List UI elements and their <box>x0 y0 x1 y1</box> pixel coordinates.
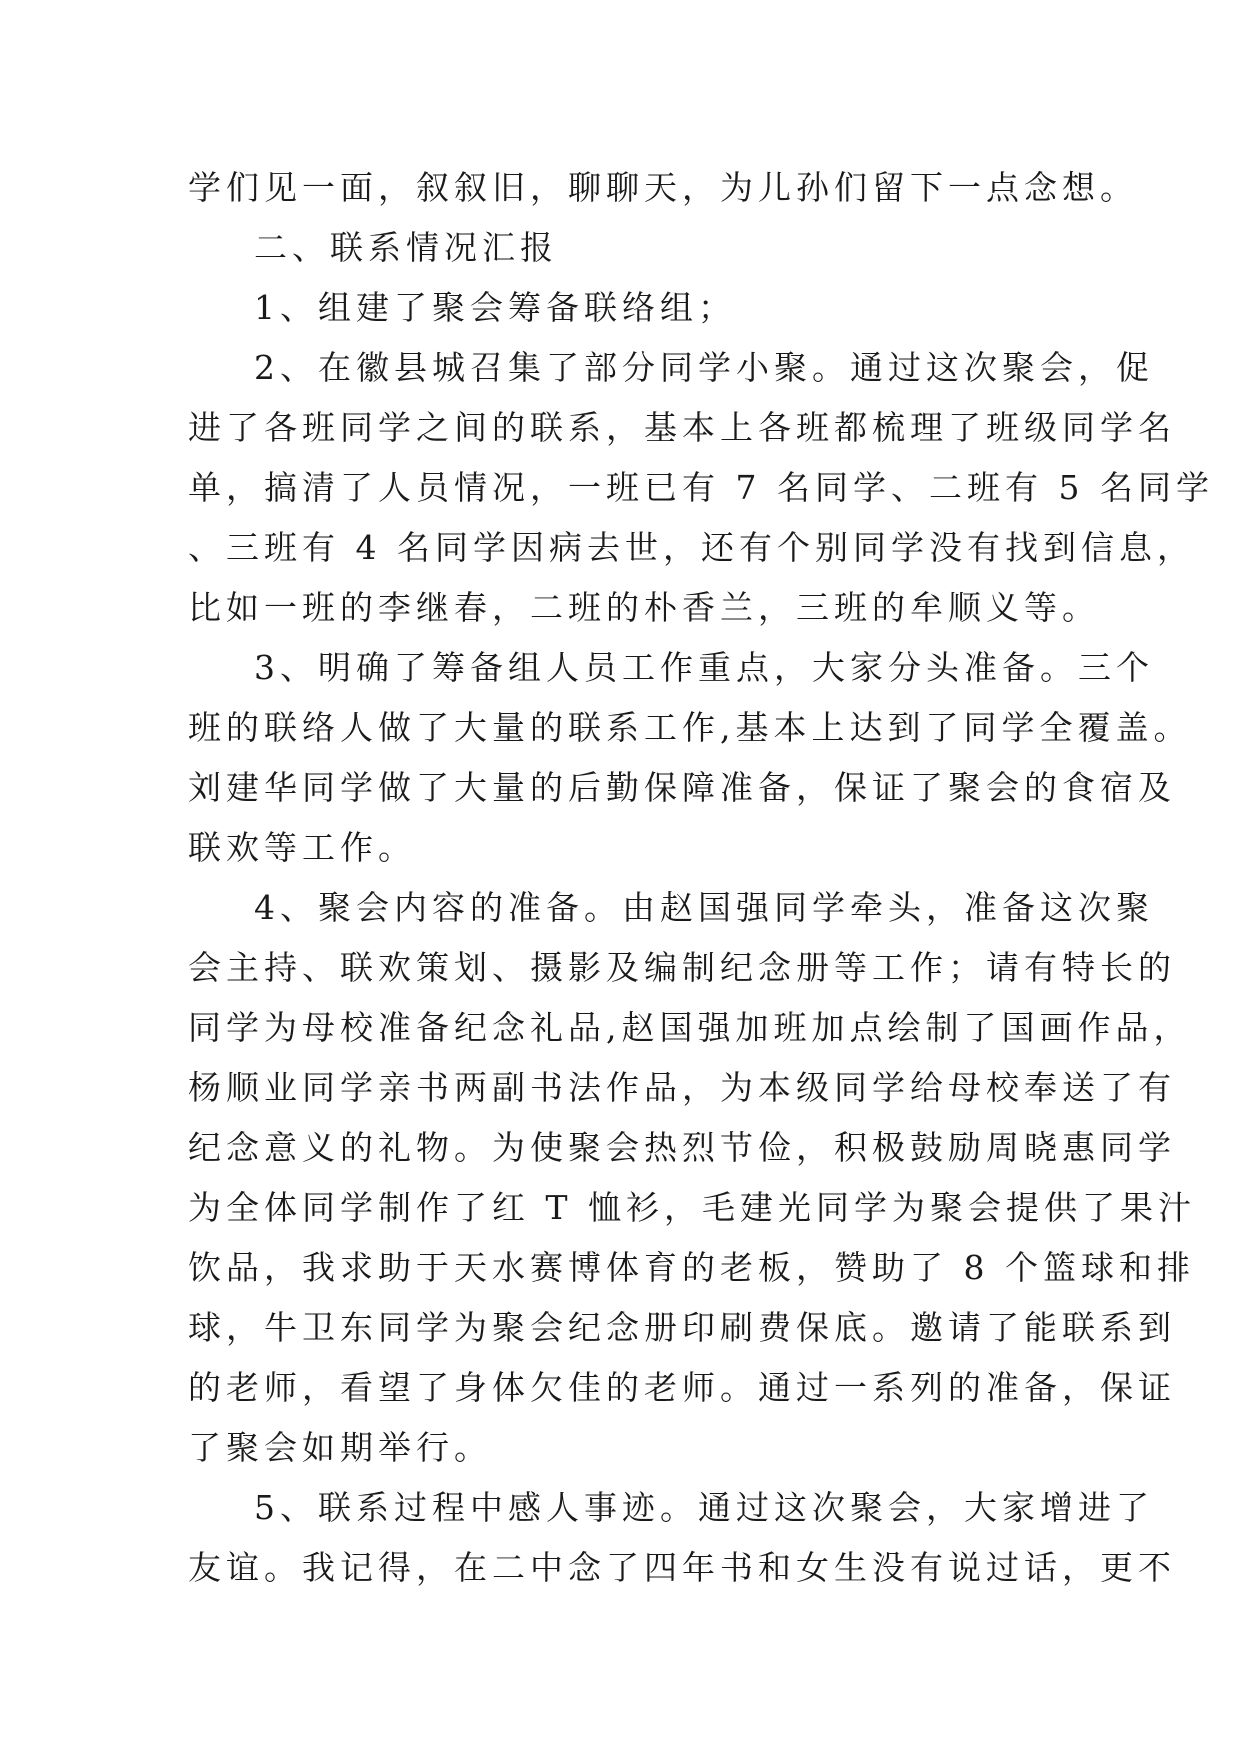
text-line: 2、在徽县城召集了部分同学小聚。通过这次聚会，促 <box>254 348 1154 387</box>
text-line: 同学为母校准备纪念礼品,赵国强加班加点绘制了国画作品， <box>188 1008 1192 1047</box>
text-line: 刘建华同学做了大量的后勤保障准备，保证了聚会的食宿及 <box>188 768 1176 807</box>
text-line: 为全体同学制作了红 T 恤衫，毛建光同学为聚会提供了果汁 <box>188 1188 1196 1227</box>
text-line: 4、聚会内容的准备。由赵国强同学牵头，准备这次聚 <box>254 888 1154 927</box>
text-line: 联欢等工作。 <box>188 828 416 867</box>
text-line: 了聚会如期举行。 <box>188 1428 492 1467</box>
text-line: 纪念意义的礼物。为使聚会热烈节俭，积极鼓励周晓惠同学 <box>188 1128 1176 1167</box>
text-line: 、三班有 4 名同学因病去世，还有个别同学没有找到信息， <box>188 528 1195 567</box>
text-line: 饮品，我求助于天水赛博体育的老板，赞助了 8 个篮球和排 <box>188 1248 1195 1287</box>
text-line: 5、联系过程中感人事迹。通过这次聚会，大家增进了 <box>254 1488 1154 1527</box>
text-line: 1、组建了聚会筹备联络组； <box>254 288 736 327</box>
text-line: 单，搞清了人员情况，一班已有 7 名同学、二班有 5 名同学 <box>188 468 1214 507</box>
text-line: 学们见一面，叙叙旧，聊聊天，为儿孙们留下一点念想。 <box>188 168 1138 207</box>
text-line: 的老师，看望了身体欠佳的老师。通过一系列的准备，保证 <box>188 1368 1176 1407</box>
body-text <box>188 158 1214 1598</box>
text-line: 3、明确了筹备组人员工作重点，大家分头准备。三个 <box>254 648 1154 687</box>
text-line: 会主持、联欢策划、摄影及编制纪念册等工作；请有特长的 <box>188 948 1176 987</box>
section-heading: 二、联系情况汇报 <box>254 228 558 267</box>
text-line: 进了各班同学之间的联系，基本上各班都梳理了班级同学名 <box>188 408 1176 447</box>
text-line: 杨顺业同学亲书两副书法作品，为本级同学给母校奉送了有 <box>188 1068 1176 1107</box>
text-line: 班的联络人做了大量的联系工作,基本上达到了同学全覆盖。 <box>188 708 1192 747</box>
text-line: 比如一班的李继春，二班的朴香兰，三班的牟顺义等。 <box>188 588 1100 627</box>
text-line: 球，牛卫东同学为聚会纪念册印刷费保底。邀请了能联系到 <box>188 1308 1176 1347</box>
text-line: 友谊。我记得，在二中念了四年书和女生没有说过话，更不 <box>188 1548 1176 1587</box>
